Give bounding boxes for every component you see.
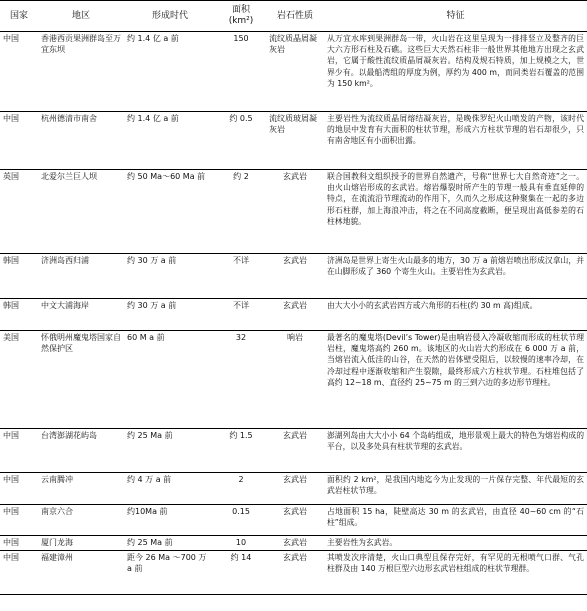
cell-rock: 流纹质玻屑凝灰岩	[266, 112, 324, 170]
header-area-line1: 面积	[231, 5, 250, 15]
cell-rock: 玄武岩	[266, 299, 324, 331]
cell-rock: 玄武岩	[266, 473, 324, 505]
cell-time: 约 4 万 a 前	[124, 473, 216, 505]
cell-time: 60 M a 前	[124, 331, 216, 429]
cell-region: 厦门龙海	[38, 536, 124, 551]
header-area-line2: (km²)	[228, 16, 254, 26]
cell-feature: 从万宜水库到果洲群岛一带，火山岩在这里呈现为一排排竖立及整齐的巨大六方形石柱及石礁。这些巨大天然石柱非一般世界其他地方出现之玄武岩，它属于酸性流纹质晶屑凝灰岩。结构及规石特质，加上规模之大，世界少有。以最船湾组的厚度为例，厚约为 400 m，而同类岩石覆盖的范围为 150 km²。	[324, 32, 587, 112]
cell-area: 约 1.5	[216, 429, 266, 473]
cell-feature: 澎湖列岛由大大小小 64 个岛屿组成，地形景观上最大的特色为熔岩构成的平台，以及多处具有柱状节理的玄武岩。	[324, 429, 587, 473]
cell-region: 怀俄明州魔鬼塔国家自然保护区	[38, 331, 124, 429]
cell-country: 中国	[0, 473, 38, 505]
cell-region: 中文大浦海岸	[38, 299, 124, 331]
cell-feature: 其喷发次序清楚，火山口典型且保存完好，有罕见的无根喷气口群、气孔柱群及由 140 万根巨型六边形玄武岩柱组成的柱状节理群。	[324, 551, 587, 595]
table-row	[0, 112, 587, 170]
cell-area: 0.15	[216, 505, 266, 536]
cell-country: 中国	[0, 112, 38, 170]
cell-region: 济洲岛西归浦	[38, 254, 124, 299]
table-header-row	[0, 1, 587, 32]
cell-rock: 玄武岩	[266, 429, 324, 473]
header-country: 国家	[0, 1, 38, 32]
header-feature: 特征	[324, 1, 587, 32]
table-row	[0, 429, 587, 473]
cell-time: 约 50 Ma～60 Ma 前	[124, 170, 216, 254]
cell-feature: 面积约 2 km²，是我国内地迄今为止发现的一片保存完整、年代最短的玄武岩柱状节理。	[324, 473, 587, 505]
cell-region: 杭州德清市南舍	[38, 112, 124, 170]
cell-rock: 响岩	[266, 331, 324, 429]
table-row	[0, 505, 587, 536]
cell-time: 距今 26 Ma ～700 万 a 前	[124, 551, 216, 595]
cell-country: 美国	[0, 331, 38, 429]
cell-time: 约 25 Ma 前	[124, 536, 216, 551]
cell-region: 台湾澎湖花屿岛	[38, 429, 124, 473]
cell-time: 约 30 万 a 前	[124, 254, 216, 299]
cell-region: 南京六合	[38, 505, 124, 536]
cell-feature: 由大大小小的玄武岩四方或六角形的石柱(约 30 m 高)组成。	[324, 299, 587, 331]
cell-region: 香港西贡果洲群岛至万宜东坝	[38, 32, 124, 112]
table-row	[0, 254, 587, 299]
cell-country: 中国	[0, 429, 38, 473]
cell-area: 约 0.5	[216, 112, 266, 170]
header-area	[216, 1, 266, 32]
cell-rock: 玄武岩	[266, 551, 324, 595]
cell-region: 云南腾冲	[38, 473, 124, 505]
table-row	[0, 299, 587, 331]
cell-country: 中国	[0, 551, 38, 595]
cell-time: 约 1.4 亿 a 前	[124, 32, 216, 112]
table-row	[0, 331, 587, 429]
cell-country: 中国	[0, 505, 38, 536]
cell-area: 不详	[216, 299, 266, 331]
header-rock: 岩石性质	[266, 1, 324, 32]
cell-area: 约 14	[216, 551, 266, 595]
cell-time: 约 25 Ma 前	[124, 429, 216, 473]
cell-feature: 最著名的魔鬼塔(Devil’s Tower)是由响岩侵入冷凝收缩而形成的柱状节理岩柱，魔鬼塔高约 260 m。该地区的火山岩大约形成在 6 000 万 a 前，当熔岩流入低洼的山谷，在天然的岩体壁受阻后，以较慢的速率冷却，在冷却过程中逐渐收缩和产生裂隙，最终形成六方柱状节理。石柱堆包括了高约 12~18 m、直径约 25~75 m 的三到六边的多边形节理柱。	[324, 331, 587, 429]
cell-time: 约 30 万 a 前	[124, 299, 216, 331]
table-row	[0, 32, 587, 112]
cell-area: 150	[216, 32, 266, 112]
header-region: 地区	[38, 1, 124, 32]
cell-time: 约 1.4 亿 a 前	[124, 112, 216, 170]
cell-country: 韩国	[0, 299, 38, 331]
cell-feature: 主要岩性为玄武岩。	[324, 536, 587, 551]
cell-region: 北爱尔兰巨人坝	[38, 170, 124, 254]
cell-rock: 玄武岩	[266, 170, 324, 254]
table-row	[0, 551, 587, 595]
table-row	[0, 473, 587, 505]
table-row	[0, 536, 587, 551]
table-row	[0, 170, 587, 254]
cell-country: 英国	[0, 170, 38, 254]
cell-rock: 玄武岩	[266, 536, 324, 551]
cell-area: 2	[216, 473, 266, 505]
cell-feature: 济洲岛是世界上寄生火山最多的地方，30 万 a 前熔岩喷出形成汉拿山，并在山脚形成了 360 个寄生火山。主要岩性为玄武岩。	[324, 254, 587, 299]
cell-feature: 主要岩性为流纹质晶屑熔结凝灰岩，是晚侏罗纪火山喷发的产物，该时代的地层中发育有大面积的柱状节理，形成六方柱状节理的岩石却很少，只有南舍地区有小面积出露。	[324, 112, 587, 170]
cell-rock: 玄武岩	[266, 505, 324, 536]
cell-feature: 联合国教科文组织授予的世界自然遗产，号称“世界七大自然奇迹”之一。由火山熔岩形成的玄武岩。熔岩爆裂时所产生的节理一般具有垂直延伸的特点，在流流沿节理流动的作用下，久而久之形成这种聚集在一起的多边形石柱群，加上海浪冲击，将之在不同高度截断，便呈现出高低参差的石柱林地貌。	[324, 170, 587, 254]
cell-rock: 玄武岩	[266, 254, 324, 299]
cell-area: 不详	[216, 254, 266, 299]
cell-area: 10	[216, 536, 266, 551]
cell-country: 韩国	[0, 254, 38, 299]
cell-feature: 占地面积 15 ha，陡壁高达 30 m 的玄武岩，由直径 40~60 cm 的“石柱”组成。	[324, 505, 587, 536]
cell-area: 约 2	[216, 170, 266, 254]
cell-country: 中国	[0, 32, 38, 112]
cell-region: 福建漳州	[38, 551, 124, 595]
header-time: 形成时代	[124, 1, 216, 32]
cell-area: 32	[216, 331, 266, 429]
cell-rock: 流纹质晶屑凝灰岩	[266, 32, 324, 112]
cell-time: 约10Ma 前	[124, 505, 216, 536]
cell-country: 中国	[0, 536, 38, 551]
